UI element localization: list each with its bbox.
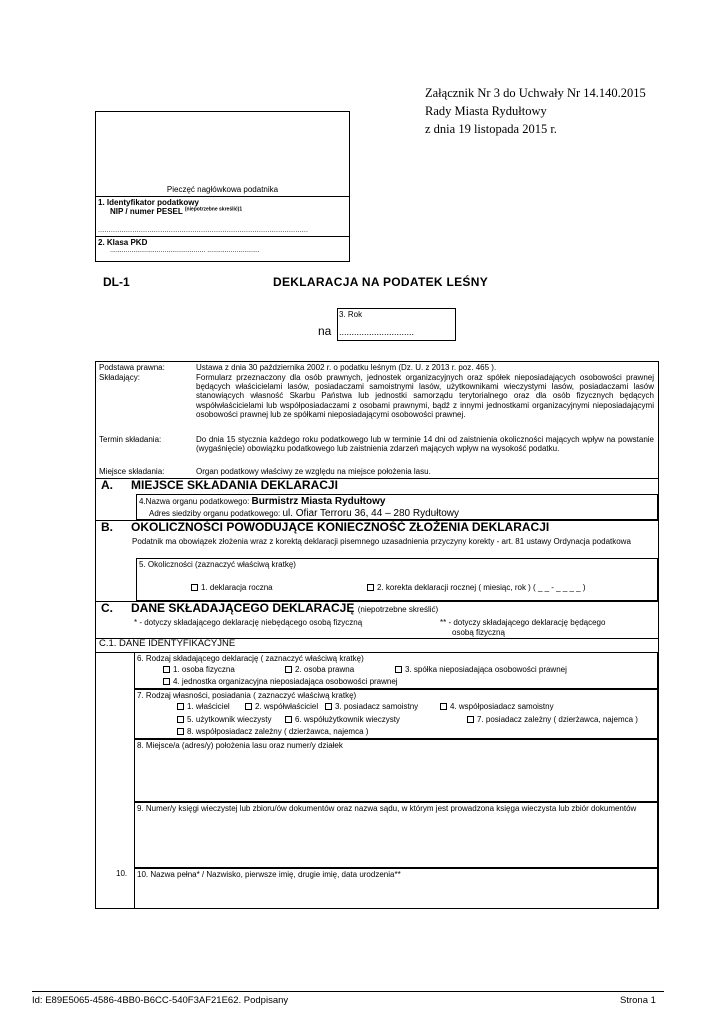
nip-pesel-note: (niepotrzebne skreślić)1 xyxy=(184,206,243,213)
form-code: DL-1 xyxy=(103,275,130,289)
section-a-letter: A. xyxy=(101,478,113,492)
deadline-value: Do dnia 15 stycznia każdego roku podatkowego lub w terminie 14 dni od zaistnienia okoliczności mających wpływ na powstanie (wygaśnięcie) obowiązku podatkowego lub zaistnienia zdarzeń mających wpływ na wysokość podatku. xyxy=(196,435,654,454)
tax-office-address-value: ul. Ofiar Terroru 36, 44 – 280 Rydułtowy xyxy=(282,508,460,519)
c1-title: C.1. DANE IDENTYFIKACYJNE xyxy=(99,638,236,649)
filer-type-legal-person-label: 2. osoba prawna xyxy=(295,665,355,674)
ownership-possessor[interactable] xyxy=(325,702,418,711)
year-dots: .............................. xyxy=(339,327,415,337)
legal-basis-key: Podstawa prawna: xyxy=(99,363,165,372)
option-annual-declaration[interactable] xyxy=(191,583,273,592)
footnote-non-person: * - dotyczy składającego deklarację niebędącego osobą fizyczną xyxy=(134,618,363,627)
ownership-co-possessor-label: 4. współposiadacz samoistny xyxy=(450,702,554,711)
year-field[interactable] xyxy=(337,308,456,341)
filers-value: Formularz przeznaczony dla osób prawnych, jednostek organizacyjnych oraz spółek nieposiadających osobowości prawnej będących właścicielami lasów, posiadaczami samoistnymi lasów, użytkownikami wieczystymi lasów, posiadaczami lasów stanowiących własność Skarbu Państwa lub jednostki samorządu terytorialnego oraz dla osób fizycznych będących współwłaścicielami lub współposiadaczami z osobami prawnymi, bądź z innymi jednostkami organizacyjnymi nieposiadającymi osobowości prawnej lub ze spółkami nieposiadającymi osobowości prawnej. xyxy=(196,373,654,419)
checkbox-icon xyxy=(163,678,170,685)
year-label: 3. Rok xyxy=(339,310,363,319)
ownership-perpetual-user-label: 5. użytkownik wieczysty xyxy=(187,715,272,724)
ownership-perpetual-user[interactable] xyxy=(177,715,271,724)
section-b-title: OKOLICZNOŚCI POWODUJĄCE KONIECZNOŚĆ ZŁOŻENIA DEKLARACJI xyxy=(131,520,550,534)
option-correction[interactable] xyxy=(367,583,586,592)
taxpayer-stamp-box xyxy=(95,111,350,262)
section-b-letter: B. xyxy=(101,520,113,534)
tax-office-label: 4.Nazwa organu podatkowego: xyxy=(139,497,250,506)
circumstances-field xyxy=(136,558,658,601)
ownership-owner[interactable] xyxy=(177,702,230,711)
tax-office-field[interactable] xyxy=(136,494,658,520)
checkbox-icon xyxy=(395,666,402,673)
declaration-form xyxy=(95,361,659,909)
ownership-type-label: 7. Rodzaj własności, posiadania ( zaznaczyć właściwą kratkę) xyxy=(137,691,357,700)
footer-divider xyxy=(32,991,664,992)
form-title: DEKLARACJA NA PODATEK LEŚNY xyxy=(273,275,489,289)
full-name-field[interactable] xyxy=(134,868,658,909)
filer-type-partnership[interactable] xyxy=(395,665,567,674)
place-key: Miejsce składania: xyxy=(99,467,165,476)
tax-office-value: Burmistrz Miasta Rydułtowy xyxy=(251,496,386,507)
section-a-title: MIEJSCE SKŁADANIA DEKLARACJI xyxy=(131,478,338,492)
filer-type-natural-person-label: 1. osoba fizyczna xyxy=(173,665,235,674)
section-c-header xyxy=(96,601,658,617)
checkbox-icon xyxy=(367,584,374,591)
attachment-line-1: Załącznik Nr 3 do Uchwały Nr 14.140.2015 xyxy=(425,86,646,100)
deadline-key: Termin składania: xyxy=(99,435,162,444)
year-prefix: na xyxy=(318,324,332,338)
filer-type-label: 6. Rodzaj składającego deklarację ( zaznaczyć właściwą kratkę) xyxy=(137,654,364,663)
correction-note: Podatnik ma obowiązek złożenia wraz z korektą deklaracji pisemnego uzasadnienia przyczyny korekty - art. 81 ustawy Ordynacja podatkowa xyxy=(132,537,631,546)
option-correction-label: 2. korekta deklaracji rocznej ( miesiąc, rok ) ( _ _ - _ _ _ _ ) xyxy=(377,583,586,592)
filer-type-organizational-unit[interactable] xyxy=(163,677,398,686)
pkd-class-label: 2. Klasa PKD xyxy=(98,238,148,247)
section-c-note: (niepotrzebne skreślić) xyxy=(357,605,439,614)
ownership-dependent-possessor-label: 7. posiadacz zależny ( dzierżawca, najemca ) xyxy=(477,715,638,724)
forest-location-label: 8. Miejsce/a (adres/y) położenia lasu oraz numer/y działek xyxy=(137,741,343,750)
tax-office-address-label: Adres siedziby organu podatkowego: xyxy=(149,509,281,518)
filer-type-organizational-unit-label: 4. jednostka organizacyjna nieposiadająca osobowości prawnej xyxy=(173,677,398,686)
tax-identifier-field[interactable] xyxy=(96,196,349,236)
ownership-co-owner[interactable] xyxy=(245,702,318,711)
stamp-caption: Pieczęć nagłówkowa podatnika xyxy=(166,185,279,194)
checkbox-icon xyxy=(467,716,474,723)
footnote-person-2: osobą fizyczną xyxy=(452,628,505,637)
footnote-person: ** - dotyczy składającego deklarację będącego xyxy=(440,618,606,627)
checkbox-icon xyxy=(177,716,184,723)
ownership-co-perpetual-user[interactable] xyxy=(285,715,400,724)
land-register-label: 9. Numer/y księgi wieczystej lub zbioru/ów dokumentów oraz nazwa sądu, w którym jest prowadzona księga wieczysta lub zbiór dokumentów xyxy=(137,804,637,813)
filers-key: Składający: xyxy=(99,373,140,382)
full-name-label: 10. Nazwa pełna* / Nazwisko, pierwsze imię, drugie imię, data urodzenia** xyxy=(137,870,401,879)
checkbox-icon xyxy=(440,703,447,710)
tax-identifier-label: 1. Identyfikator podatkowy xyxy=(98,198,199,207)
ownership-type-field xyxy=(134,689,658,739)
option-annual-declaration-label: 1. deklaracja roczna xyxy=(201,583,273,592)
forest-location-field[interactable] xyxy=(134,739,658,802)
filer-type-partnership-label: 3. spółka nieposiadająca osobowości prawnej xyxy=(405,665,567,674)
document-id: Id: E89E5065-4586-4BB0-B6CC-540F3AF21E62. Podpisany xyxy=(32,995,289,1006)
field-10-number: 10. xyxy=(116,869,128,878)
ownership-dependent-co-possessor[interactable] xyxy=(177,727,368,736)
ownership-owner-label: 1. właściciel xyxy=(187,702,230,711)
checkbox-icon xyxy=(191,584,198,591)
section-c-title: DANE SKŁADAJĄCEGO DEKLARACJĘ xyxy=(131,601,355,615)
land-register-field[interactable] xyxy=(134,802,658,868)
checkbox-icon xyxy=(245,703,252,710)
place-value: Organ podatkowy właściwy ze względu na miejsce położenia lasu. xyxy=(196,467,431,476)
attachment-line-2: Rady Miasta Rydułtowy xyxy=(425,104,547,118)
checkbox-icon xyxy=(325,703,332,710)
legal-basis-value: Ustawa z dnia 30 października 2002 r. o podatku leśnym (Dz. U. z 2013 r. poz. 465 ). xyxy=(196,363,497,372)
attachment-line-3: z dnia 19 listopada 2015 r. xyxy=(425,122,557,136)
ownership-dependent-possessor[interactable] xyxy=(467,715,638,724)
ownership-co-owner-label: 2. współwłaściciel xyxy=(255,702,319,711)
attachment-note xyxy=(425,84,646,138)
nip-pesel-label: NIP / numer PESEL xyxy=(110,207,183,217)
tax-identifier-dots: .................................................................................................. xyxy=(98,227,309,234)
checkbox-icon xyxy=(163,666,170,673)
section-b-header xyxy=(96,520,658,536)
ownership-co-possessor[interactable] xyxy=(440,702,554,711)
pkd-class-dots: ................................................. ........................... xyxy=(110,247,260,255)
ownership-dependent-co-possessor-label: 8. współposiadacz zależny ( dzierżawca, najemca ) xyxy=(187,727,369,736)
checkbox-icon xyxy=(177,703,184,710)
ownership-possessor-label: 3. posiadacz samoistny xyxy=(335,702,419,711)
checkbox-icon xyxy=(177,728,184,735)
section-c-letter: C. xyxy=(101,601,113,615)
ownership-co-perpetual-user-label: 6. współużytkownik wieczysty xyxy=(295,715,400,724)
page-number: Strona 1 xyxy=(620,995,656,1006)
pkd-class-field[interactable] xyxy=(96,236,349,261)
filer-type-legal-person[interactable] xyxy=(285,665,354,674)
circumstances-label: 5. Okoliczności (zaznaczyć właściwą kratkę) xyxy=(139,560,296,569)
checkbox-icon xyxy=(285,666,292,673)
filer-type-natural-person[interactable] xyxy=(163,665,235,674)
filer-type-field xyxy=(134,652,658,689)
section-a-header xyxy=(96,478,658,494)
legal-info xyxy=(96,362,658,478)
checkbox-icon xyxy=(285,716,292,723)
